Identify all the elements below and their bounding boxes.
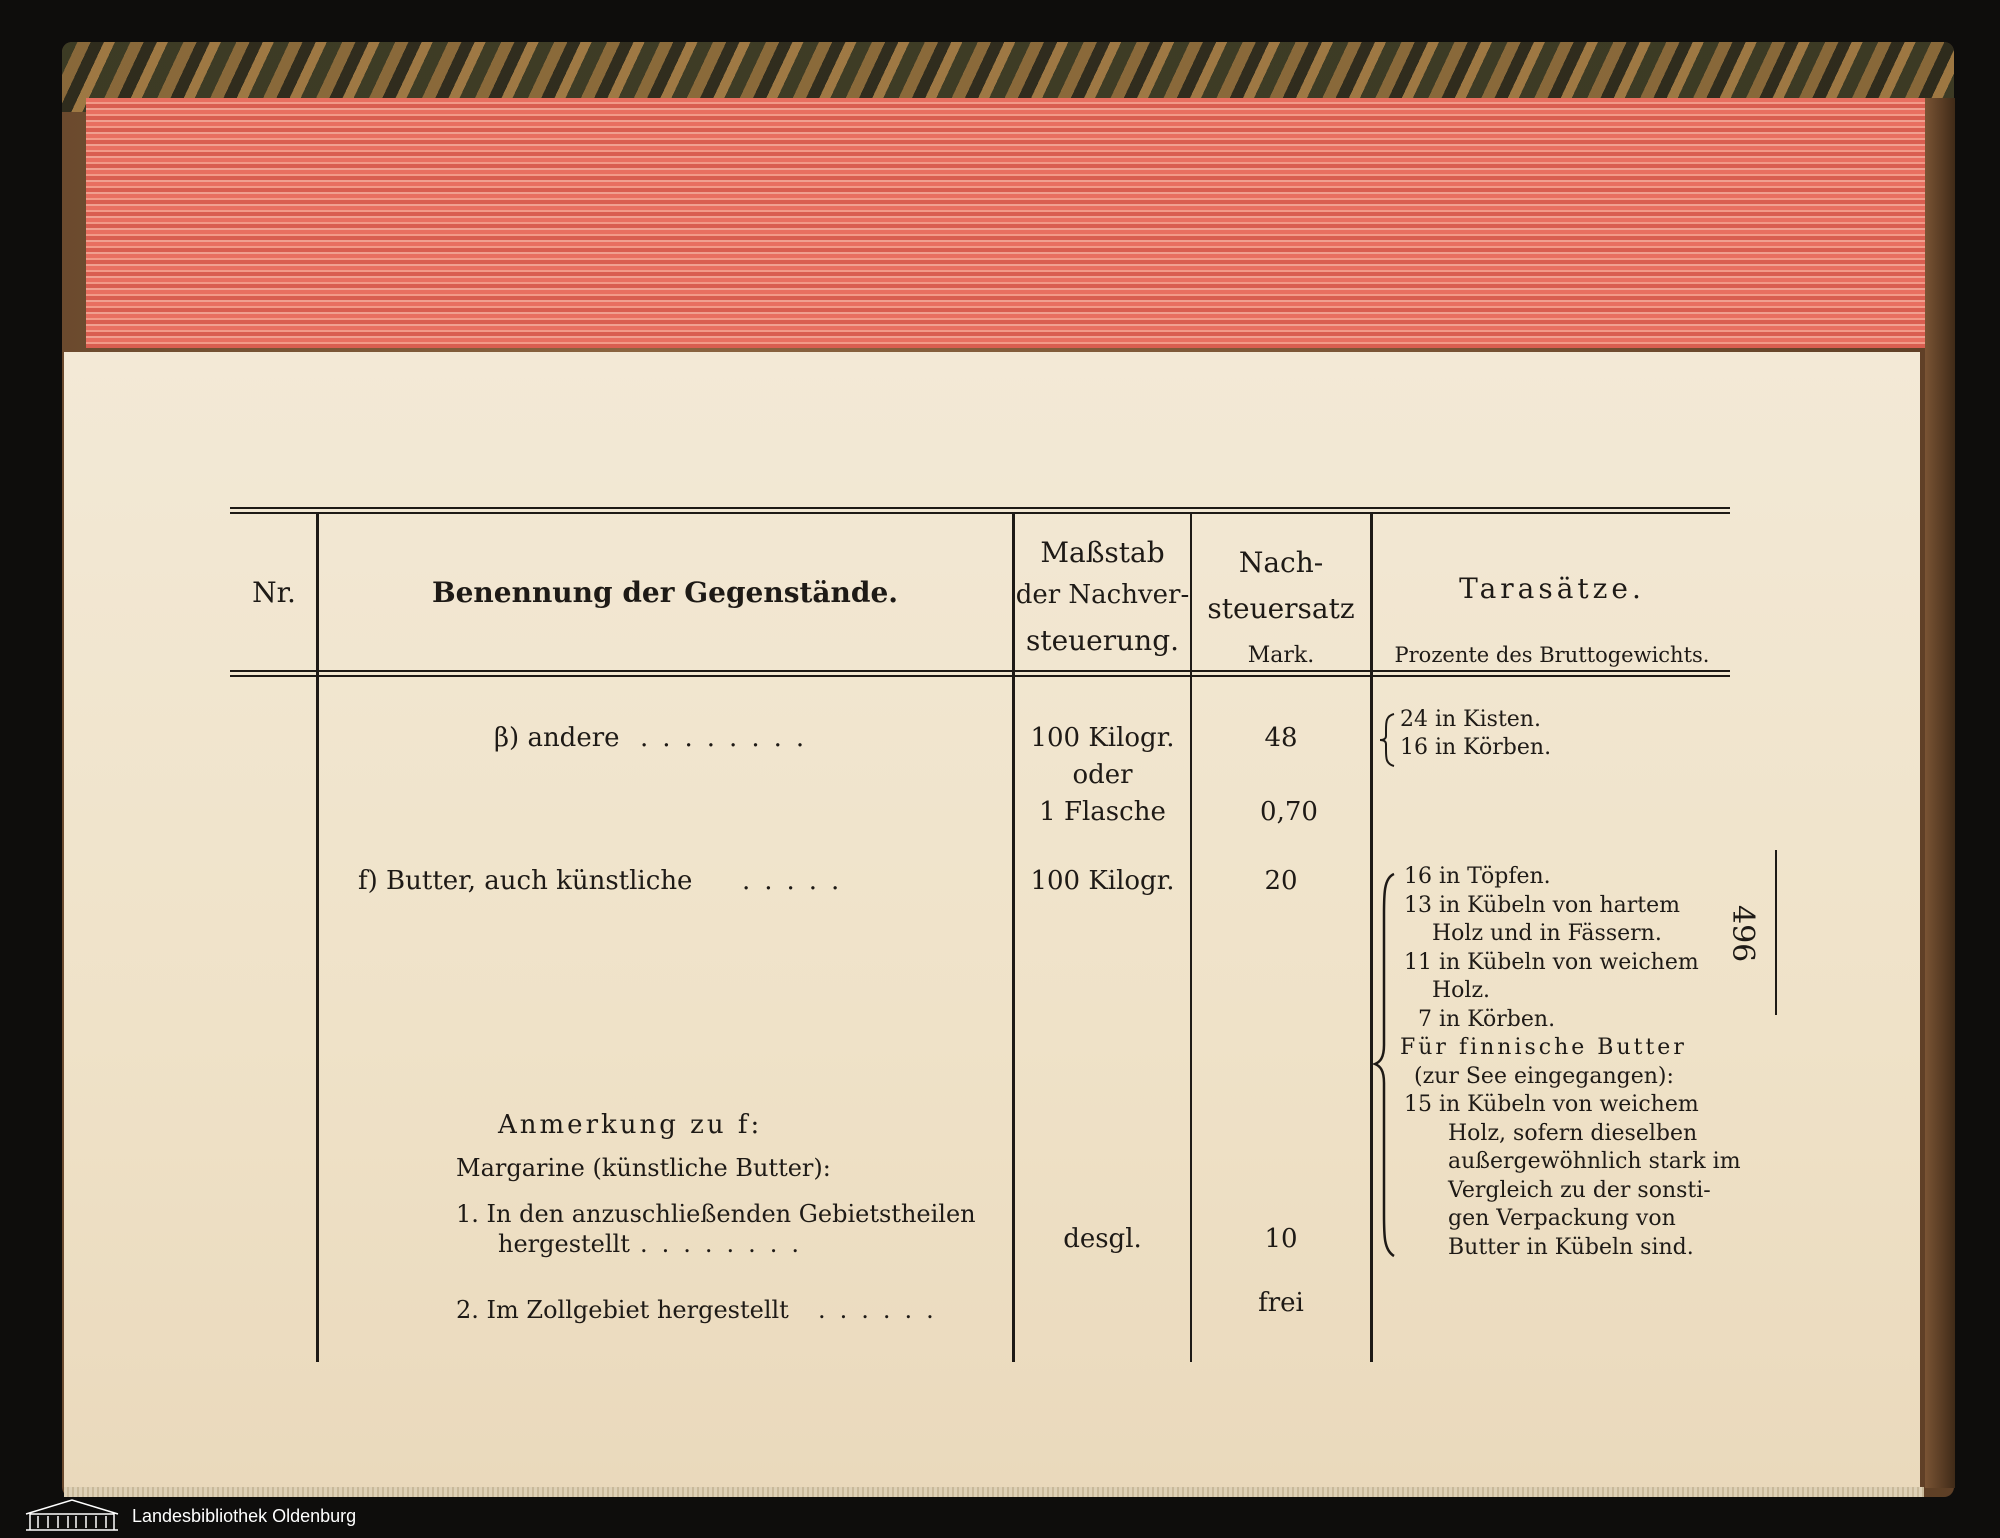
item1-line1: 1. In den anzuschließenden Gebietstheilen (456, 1200, 976, 1228)
item2-satz: frei (1258, 1288, 1304, 1318)
header-massstab-1: Maßstab (1040, 536, 1165, 569)
row-beta-dots: ........ (640, 723, 819, 753)
row-butter-massstab: 100 Kilogr. (1030, 866, 1175, 896)
row-beta-satz-1: 48 (1264, 723, 1298, 753)
item1-massstab: desgl. (1063, 1224, 1142, 1254)
header-nach-2: steuersatz (1207, 592, 1355, 625)
butter-tara-line: 11 in Kübeln von weichem (1404, 949, 1699, 975)
page-bottom-edge (64, 1487, 1924, 1497)
header-tara-sub: Prozente des Bruttogewichts. (1394, 643, 1710, 667)
footer-library-name: Landesbibliothek Oldenburg (132, 1506, 357, 1526)
row-beta-massstab-2: oder (1072, 760, 1133, 790)
anmerkung-heading: Anmerkung zu f: (498, 1110, 763, 1140)
header-bottom-rule-2 (230, 675, 1730, 677)
butter-tara-line: außergewöhnlich stark im (1448, 1149, 1741, 1174)
butter-tara-list (1400, 863, 1741, 1262)
butter-tara-line: Holz, sofern dieselben (1448, 1120, 1698, 1146)
row-beta-tara-2: 16 in Körben. (1400, 735, 1552, 760)
item1-dots: ........ (640, 1230, 814, 1258)
header-nach-unit: Mark. (1247, 643, 1315, 668)
butter-tara-line: 15 in Kübeln von weichem (1404, 1092, 1699, 1117)
column-divider-nr (316, 512, 319, 1362)
butter-tara-line: 7 in Körben. (1418, 1006, 1556, 1032)
header-tara-title: Tarasätze. (1459, 572, 1645, 605)
header-bottom-rule-1 (230, 670, 1730, 672)
item1-line2: hergestellt (498, 1230, 630, 1258)
butter-tara-line: 16 in Töpfen. (1404, 864, 1551, 889)
page-edges (86, 98, 1926, 348)
margarine-heading: Margarine (künstliche Butter): (456, 1154, 831, 1182)
header-nr: Nr. (252, 576, 296, 609)
library-building-icon (22, 1494, 122, 1534)
row-butter-label: f) Butter, auch künstliche (358, 866, 693, 896)
row-beta-satz-2: 0,70 (1260, 797, 1318, 827)
row-beta-massstab-3: 1 Flasche (1039, 797, 1166, 827)
item1-satz: 10 (1264, 1224, 1298, 1254)
row-beta-massstab-1: 100 Kilogr. (1030, 723, 1175, 753)
row-butter-dots: ..... (742, 866, 854, 896)
table-top-rule-2 (230, 512, 1730, 514)
row-beta-tara-1: 24 in Kisten. (1400, 707, 1541, 732)
header-benennung: Benennung der Gegenstände. (431, 576, 899, 609)
header-massstab-2: der Nachver- (1015, 580, 1190, 610)
butter-tara-line: Holz und in Fässern. (1432, 921, 1662, 946)
butter-tara-line: gen Verpackung von (1448, 1206, 1676, 1231)
brace-butter (1372, 870, 1400, 1260)
butter-tara-line: (zur See eingegangen): (1414, 1063, 1674, 1089)
page-number: 496 (1725, 905, 1760, 963)
row-butter-satz: 20 (1264, 866, 1298, 896)
brace-beta (1378, 712, 1398, 768)
butter-tara-line: Für finnische Butter (1400, 1035, 1687, 1060)
butter-tara-line: Vergleich zu der sonsti- (1448, 1177, 1711, 1203)
header-nach-1: Nach- (1238, 546, 1324, 579)
item2-label: 2. Im Zollgebiet hergestellt (456, 1296, 789, 1324)
table-top-rule-1 (230, 507, 1730, 509)
page-number-rule (1775, 850, 1777, 1015)
item2-dots: ...... (818, 1296, 948, 1324)
row-beta-label: β) andere (494, 723, 620, 753)
butter-tara-line: Butter in Kübeln sind. (1448, 1234, 1694, 1260)
butter-tara-line: Holz. (1432, 978, 1491, 1003)
butter-tara-line: 13 in Kübeln von hartem (1404, 892, 1680, 918)
book-spine (1925, 98, 1955, 1488)
header-massstab-3: steuerung. (1025, 624, 1180, 657)
